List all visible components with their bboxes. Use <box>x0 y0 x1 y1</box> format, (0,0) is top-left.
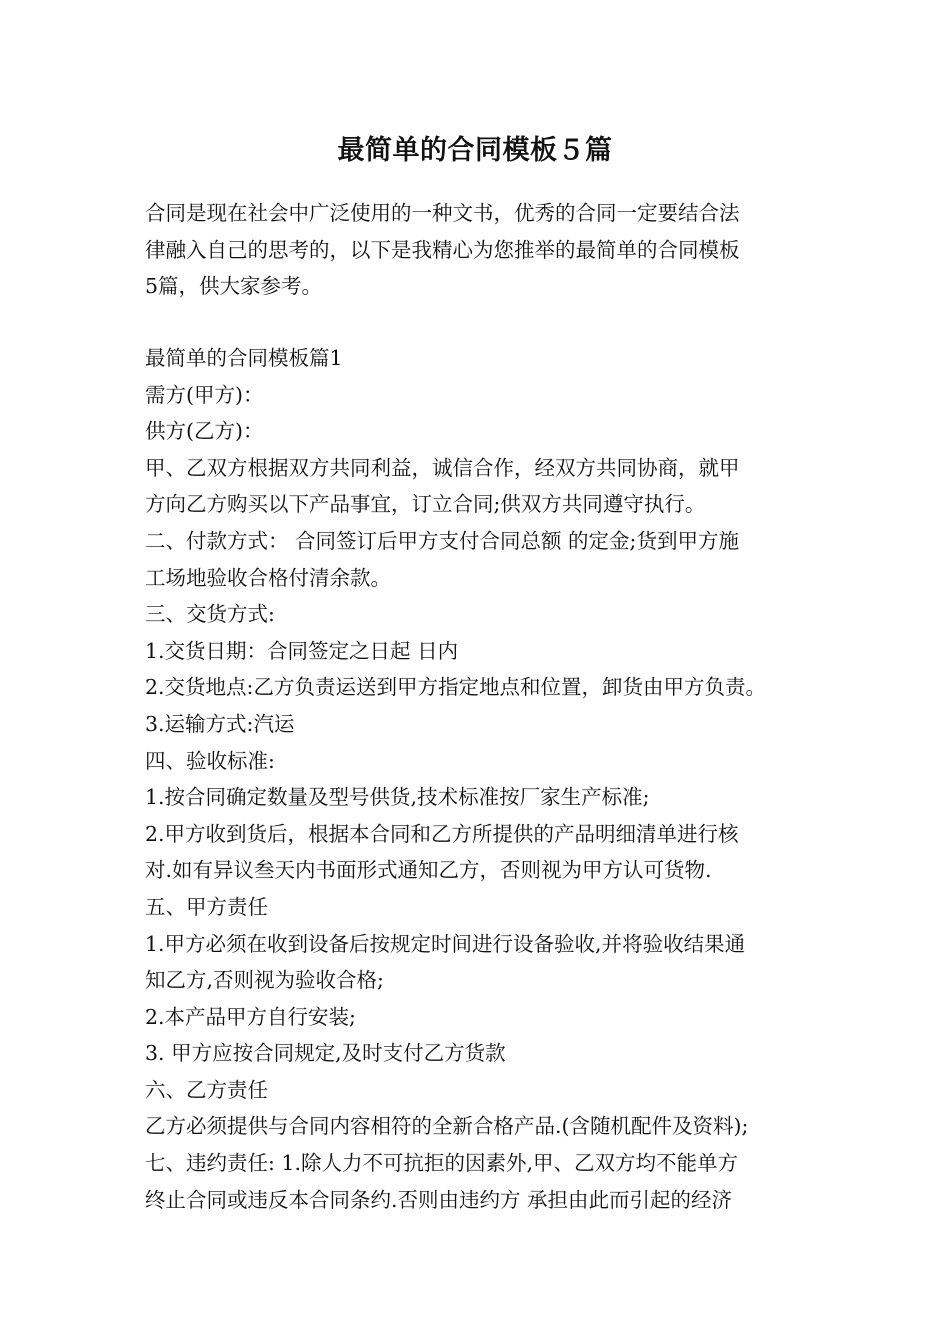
section-heading: 最简单的合同模板篇1 <box>145 346 343 370</box>
body-line: 终止合同或违反本合同条约.否则由违约方 承担由此而引起的经济 <box>145 1187 733 1212</box>
intro-paragraph <box>145 195 815 305</box>
party-a-line: 需方(甲方)： <box>145 382 264 407</box>
contract-body <box>145 340 825 1218</box>
body-line: 2.交货地点:乙方负责运送到甲方指定地点和位置，卸货由甲方负责。 <box>145 675 766 700</box>
intro-line: 律融入自己的思考的，以下是我精心为您推举的最简单的合同模板 <box>145 237 740 262</box>
payment-clause: 二、付款方式： 合同签订后甲方支付合同总额 的定金;货到甲方施 <box>145 528 739 553</box>
body-line: 对.如有异议叁天内书面形式通知乙方，否则视为甲方认可货物. <box>145 858 712 883</box>
body-line: 2.甲方收到货后，根据本合同和乙方所提供的产品明细清单进行核 <box>145 821 739 846</box>
body-line: 甲、乙双方根据双方共同利益，诚信合作，经双方共同协商，就甲 <box>145 455 740 480</box>
body-line: 3.运输方式:汽运 <box>145 711 295 736</box>
party-b-line: 供方(乙方)： <box>145 419 264 444</box>
body-line: 知乙方,否则视为验收合格; <box>145 968 384 993</box>
body-line: 1.交货日期：合同签定之日起 日内 <box>145 638 459 663</box>
body-line: 2.本产品甲方自行安装; <box>145 1004 356 1029</box>
intro-line: 合同是现在社会中广泛使用的一种文书，优秀的合同一定要结合法 <box>145 201 740 225</box>
body-line: 方向乙方购买以下产品事宜，订立合同;供双方共同遵守执行。 <box>145 492 706 517</box>
breach-clause: 七、违约责任: 1.除人力不可抗拒的因素外,甲、乙双方均不能单方 <box>145 1151 738 1176</box>
document-title: 最简单的合同模板５篇 <box>337 135 613 166</box>
party-a-duty-heading: 五、甲方责任 <box>145 894 268 919</box>
body-line: 1.甲方必须在收到设备后按规定时间进行设备验收,并将验收结果通 <box>145 931 746 956</box>
delivery-heading: 三、交货方式: <box>145 602 275 627</box>
body-line: 1.按合同确定数量及型号供货,技术标准按厂家生产标准; <box>145 785 650 810</box>
body-line: 工场地验收合格付清余款。 <box>145 565 391 590</box>
party-b-duty-heading: 六、乙方责任 <box>145 1077 268 1102</box>
intro-line: 5篇，供大家参考。 <box>145 274 323 298</box>
body-line: 3. 甲方应按合同规定,及时支付乙方货款 <box>145 1041 506 1066</box>
body-line: 乙方必须提供与合同内容相符的全新合格产品.(含随机配件及资料); <box>145 1114 749 1139</box>
acceptance-heading: 四、验收标准: <box>145 748 275 773</box>
